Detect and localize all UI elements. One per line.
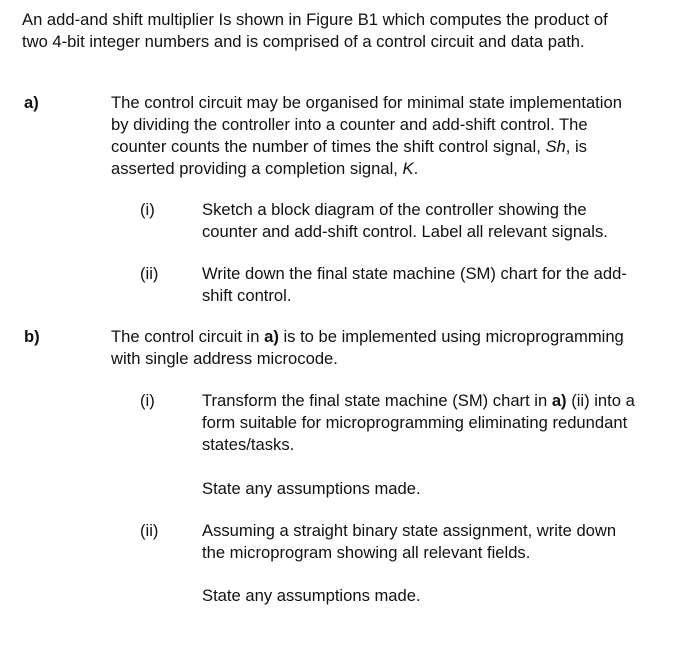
subquestion-b-ii-text: the microprogram showing all relevant fields. bbox=[202, 543, 531, 562]
subquestion-a-i-label: (i) bbox=[140, 200, 155, 219]
question-b-label: b) bbox=[24, 327, 40, 346]
signal-k: K bbox=[402, 159, 414, 178]
signal-sh: Sh bbox=[545, 137, 566, 156]
text: , is bbox=[565, 137, 587, 156]
subquestion-b-i-text: form suitable for microprogramming eliminating redundant bbox=[202, 413, 628, 432]
subquestion-b-i-text: states/tasks. bbox=[202, 435, 295, 454]
reference-a: a) bbox=[264, 327, 279, 346]
intro-line: An add-and shift multiplier Is shown in Figure B1 which computes the product of bbox=[22, 10, 608, 29]
question-b-text: with single address microcode. bbox=[111, 349, 338, 368]
subquestion-a-i-text: Sketch a block diagram of the controller showing the bbox=[202, 200, 587, 219]
subquestion-b-i-text bbox=[202, 391, 635, 411]
text: Transform the final state machine (SM) chart in bbox=[202, 391, 552, 410]
question-a-text: by dividing the controller into a counter and add-shift control. The bbox=[111, 115, 588, 134]
text: asserted providing a completion signal, bbox=[111, 159, 403, 178]
question-a-text bbox=[111, 137, 587, 157]
question-a-text: The control circuit may be organised for minimal state implementation bbox=[111, 93, 622, 112]
subquestion-b-i-label: (i) bbox=[140, 391, 155, 410]
subquestion-a-ii-text: Write down the final state machine (SM) chart for the add- bbox=[202, 264, 627, 283]
text: The control circuit in bbox=[111, 327, 265, 346]
subquestion-b-ii-note: State any assumptions made. bbox=[202, 586, 421, 605]
question-a-text bbox=[111, 159, 418, 179]
reference-a: a) bbox=[551, 391, 567, 410]
subquestion-b-ii-label: (ii) bbox=[140, 521, 159, 540]
subquestion-b-i-note: State any assumptions made. bbox=[202, 479, 421, 498]
subquestion-a-ii-label: (ii) bbox=[140, 264, 159, 283]
question-b-text bbox=[111, 327, 624, 347]
text: counter counts the number of times the shift control signal, bbox=[111, 137, 546, 156]
text: (ii) into a bbox=[566, 391, 635, 410]
subquestion-a-i-text: counter and add-shift control. Label all relevant signals. bbox=[202, 222, 608, 241]
text: is to be implemented using microprogramming bbox=[278, 327, 624, 346]
intro-line: two 4-bit integer numbers and is comprised of a control circuit and data path. bbox=[22, 32, 585, 51]
text: . bbox=[413, 159, 419, 178]
subquestion-a-ii-text: shift control. bbox=[202, 286, 292, 305]
question-a-label: a) bbox=[24, 93, 39, 112]
subquestion-b-ii-text: Assuming a straight binary state assignment, write down bbox=[202, 521, 617, 540]
